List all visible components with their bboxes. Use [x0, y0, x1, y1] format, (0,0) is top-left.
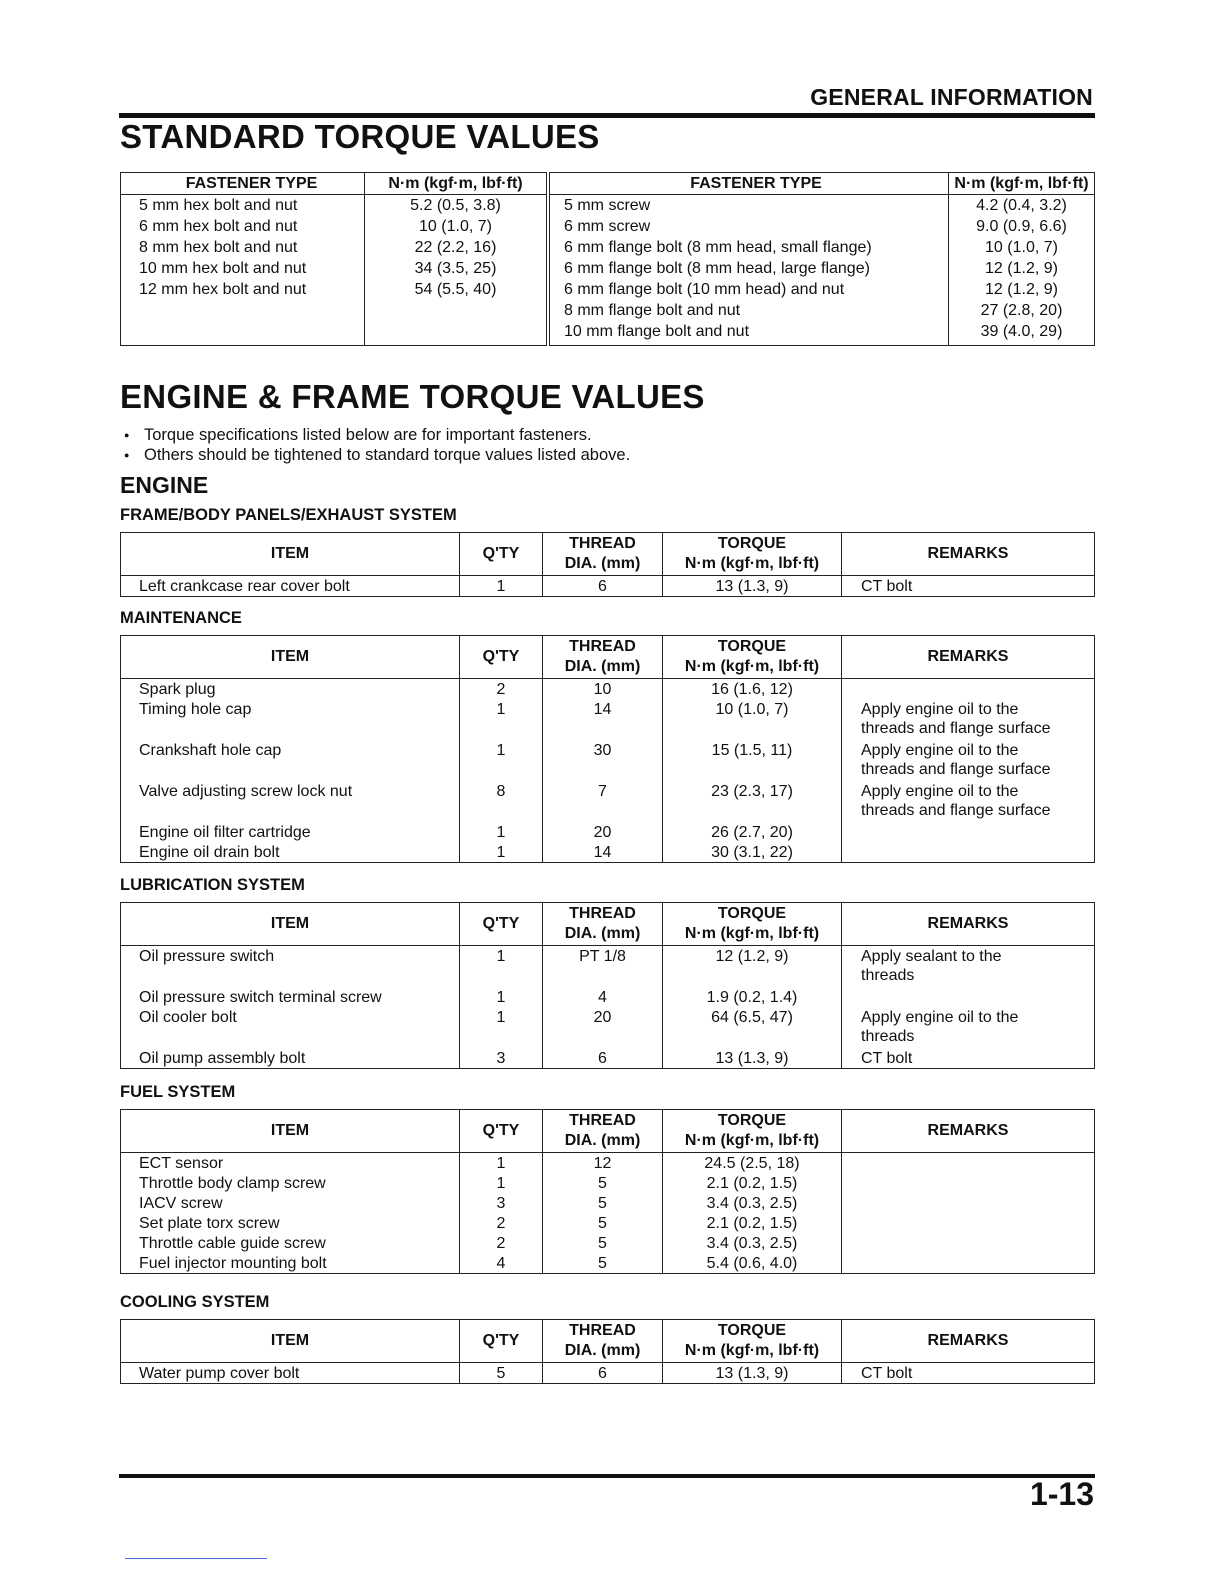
header-thread [543, 1110, 663, 1153]
header-remarks [842, 636, 1095, 679]
qty-cell: 1 [460, 842, 543, 863]
header-item [121, 903, 460, 946]
header-remarks-text: REMARKS [927, 1332, 1009, 1349]
header-thread-text: DIA. (mm) [564, 1132, 641, 1149]
header-remarks [842, 1110, 1095, 1153]
engine-subtitle: ENGINE [120, 472, 209, 498]
std-right-torque: 12 (1.2, 9) [985, 281, 1058, 298]
torque-table [120, 1109, 1095, 1274]
thread-cell: 6 [543, 576, 663, 597]
std-row [121, 258, 1095, 279]
remarks-cell [842, 1153, 1095, 1174]
std-row [121, 279, 1095, 300]
note-item: ● Torque specifications listed below are for important fasteners. [124, 425, 630, 445]
header-qty-text: Q'TY [482, 648, 520, 665]
thread-cell: 5 [543, 1253, 663, 1274]
torque-cell: 23 (2.3, 17) [663, 781, 842, 822]
header-thread [543, 1320, 663, 1363]
thread-cell: 14 [543, 699, 663, 740]
remarks-cell [842, 987, 1095, 1007]
remarks-cell: Apply engine oil to the threads and flange surface [861, 783, 1051, 819]
header-remarks [842, 903, 1095, 946]
header-item-text: ITEM [270, 648, 310, 665]
item-cell: Oil cooler bolt [121, 1007, 460, 1048]
header-qty [460, 903, 543, 946]
item-cell: Oil pressure switch [121, 946, 460, 988]
header-item [121, 636, 460, 679]
item-cell: Valve adjusting screw lock nut [121, 781, 460, 822]
header-torque-text: TORQUE [717, 535, 787, 552]
thread-cell: PT 1/8 [543, 946, 663, 988]
std-right-torque: 39 (4.0, 29) [980, 323, 1063, 340]
table-row [121, 781, 1095, 822]
qty-cell: 1 [460, 1007, 543, 1048]
torque-cell: 12 (1.2, 9) [663, 946, 842, 988]
header-torque-text: N·m (kgf·m, lbf·ft) [684, 658, 820, 675]
header-torque [663, 533, 842, 576]
qty-cell: 1 [460, 987, 543, 1007]
torque-cell: 26 (2.7, 20) [663, 822, 842, 842]
table-row [121, 1253, 1095, 1274]
header-torque-text: TORQUE [717, 1112, 787, 1129]
thread-cell: 10 [543, 679, 663, 700]
header-thread-text: DIA. (mm) [564, 658, 641, 675]
standard-torque-table [120, 172, 1095, 346]
item-cell: Oil pump assembly bolt [121, 1048, 460, 1069]
note-list [124, 425, 630, 465]
qty-cell: 1 [460, 740, 543, 781]
torque-cell: 16 (1.6, 12) [663, 679, 842, 700]
remarks-cell: Apply engine oil to the threads and flange surface [861, 742, 1051, 778]
item-cell: IACV screw [121, 1193, 460, 1213]
std-right-fastener: 6 mm flange bolt (8 mm head, large flange) [548, 258, 949, 279]
std-right-torque: 4.2 (0.4, 3.2) [976, 197, 1067, 214]
section-title: MAINTENANCE [120, 609, 242, 627]
remarks-cell: CT bolt [861, 1365, 913, 1382]
table-row [121, 1048, 1095, 1069]
header-qty [460, 533, 543, 576]
remarks-cell [842, 822, 1095, 842]
std-row [121, 321, 1095, 346]
standard-torque-title: STANDARD TORQUE VALUES [120, 118, 600, 155]
qty-cell: 5 [460, 1363, 543, 1384]
torque-cell: 15 (1.5, 11) [663, 740, 842, 781]
header-remarks [842, 1320, 1095, 1363]
qty-cell: 1 [460, 1153, 543, 1174]
header-torque [663, 1320, 842, 1363]
std-left-torque: 10 (1.0, 7) [365, 216, 549, 237]
std-left-fastener: 12 mm hex bolt and nut [121, 279, 365, 300]
header-remarks-text: REMARKS [927, 1122, 1009, 1139]
table-row [121, 1363, 1095, 1384]
section-title: FUEL SYSTEM [120, 1083, 236, 1101]
header-torque-text: N·m (kgf·m, lbf·ft) [684, 555, 820, 572]
header-thread-text: DIA. (mm) [564, 925, 641, 942]
std-left-torque: 54 (5.5, 40) [365, 279, 549, 300]
std-right-torque: 12 (1.2, 9) [985, 260, 1058, 277]
std-left-torque [365, 321, 549, 346]
qty-cell: 2 [460, 1213, 543, 1233]
qty-cell: 3 [460, 1193, 543, 1213]
header-thread-text: THREAD [569, 638, 636, 655]
header-remarks-text: REMARKS [927, 648, 1009, 665]
table-row [121, 987, 1095, 1007]
std-left-fastener [121, 321, 365, 346]
thread-cell: 30 [543, 740, 663, 781]
torque-table [120, 635, 1095, 863]
std-left-torque: 5.2 (0.5, 3.8) [365, 195, 549, 217]
remarks-cell: CT bolt [861, 578, 913, 595]
table-row [121, 699, 1095, 740]
table-row [121, 679, 1095, 700]
header-qty-text: Q'TY [482, 1332, 520, 1349]
item-cell: Fuel injector mounting bolt [121, 1253, 460, 1274]
header-thread [543, 903, 663, 946]
header-thread-text: THREAD [569, 905, 636, 922]
std-left-fastener: 8 mm hex bolt and nut [121, 237, 365, 258]
thread-cell: 4 [543, 987, 663, 1007]
qty-cell: 4 [460, 1253, 543, 1274]
thread-cell: 20 [543, 1007, 663, 1048]
engine-frame-title: ENGINE & FRAME TORQUE VALUES [120, 378, 705, 415]
item-cell: ECT sensor [121, 1153, 460, 1174]
header-torque [663, 636, 842, 679]
std-left-torque: 22 (2.2, 16) [365, 237, 549, 258]
remarks-cell: Apply engine oil to the threads and flange surface [861, 701, 1051, 737]
header-remarks [842, 533, 1095, 576]
thread-cell: 12 [543, 1153, 663, 1174]
qty-cell: 1 [460, 822, 543, 842]
qty-cell: 3 [460, 1048, 543, 1069]
torque-cell: 10 (1.0, 7) [663, 699, 842, 740]
item-cell: Engine oil drain bolt [121, 842, 460, 863]
std-row [121, 195, 1095, 217]
table-row [121, 1173, 1095, 1193]
header-torque [663, 1110, 842, 1153]
qty-cell: 2 [460, 679, 543, 700]
header-thread-text: DIA. (mm) [564, 555, 641, 572]
std-right-fastener: 8 mm flange bolt and nut [548, 300, 949, 321]
std-left-torque [365, 300, 549, 321]
header-item [121, 1110, 460, 1153]
std-left-fastener: 5 mm hex bolt and nut [121, 195, 365, 217]
header-remarks-text: REMARKS [927, 915, 1009, 932]
item-cell: Spark plug [121, 679, 460, 700]
torque-cell: 24.5 (2.5, 18) [663, 1153, 842, 1174]
item-cell: Throttle body clamp screw [121, 1173, 460, 1193]
qty-cell: 1 [460, 1173, 543, 1193]
torque-cell: 3.4 (0.3, 2.5) [663, 1233, 842, 1253]
std-right-fastener: 6 mm flange bolt (8 mm head, small flange) [548, 237, 949, 258]
header-item-text: ITEM [270, 1332, 310, 1349]
qty-cell: 1 [460, 699, 543, 740]
torque-cell: 64 (6.5, 47) [663, 1007, 842, 1048]
remarks-cell [842, 1213, 1095, 1233]
header-thread-text: THREAD [569, 1112, 636, 1129]
header-qty-text: Q'TY [482, 915, 520, 932]
torque-cell: 2.1 (0.2, 1.5) [663, 1213, 842, 1233]
remarks-cell [842, 679, 1095, 700]
header-torque-text: TORQUE [717, 1322, 787, 1339]
table-row [121, 1007, 1095, 1048]
section-title: COOLING SYSTEM [120, 1293, 270, 1311]
std-row [121, 300, 1095, 321]
header-thread [543, 533, 663, 576]
thread-cell: 20 [543, 822, 663, 842]
std-left-torque: 34 (3.5, 25) [365, 258, 549, 279]
remarks-cell [842, 1193, 1095, 1213]
thread-cell: 14 [543, 842, 663, 863]
header-torque [663, 903, 842, 946]
qty-cell: 8 [460, 781, 543, 822]
std-row [121, 216, 1095, 237]
footer-rule [119, 1474, 1095, 1478]
item-cell: Timing hole cap [121, 699, 460, 740]
remarks-cell [842, 1233, 1095, 1253]
std-header-torque-left: N·m (kgf·m, lbf·ft) [365, 173, 549, 195]
std-right-fastener: 6 mm screw [548, 216, 949, 237]
torque-cell: 13 (1.3, 9) [663, 576, 842, 597]
thread-cell: 6 [543, 1363, 663, 1384]
table-row [121, 822, 1095, 842]
table-row [121, 1233, 1095, 1253]
header-torque-text: N·m (kgf·m, lbf·ft) [684, 1342, 820, 1359]
remarks-cell [842, 1173, 1095, 1193]
torque-table [120, 902, 1095, 1069]
table-row [121, 946, 1095, 988]
item-cell: Left crankcase rear cover bolt [121, 576, 460, 597]
qty-cell: 1 [460, 946, 543, 988]
torque-cell: 30 (3.1, 22) [663, 842, 842, 863]
std-right-torque: 27 (2.8, 20) [980, 302, 1063, 319]
header-item-text: ITEM [270, 915, 310, 932]
table-row [121, 740, 1095, 781]
header-qty-text: Q'TY [482, 545, 520, 562]
table-row [121, 1213, 1095, 1233]
item-cell: Set plate torx screw [121, 1213, 460, 1233]
header-qty [460, 1110, 543, 1153]
header-item [121, 533, 460, 576]
header-qty [460, 1320, 543, 1363]
section-title: FRAME/BODY PANELS/EXHAUST SYSTEM [120, 506, 457, 524]
table-row [121, 1153, 1095, 1174]
header-thread [543, 636, 663, 679]
page-number: 1-13 [1029, 1476, 1094, 1512]
thread-cell: 5 [543, 1193, 663, 1213]
remarks-cell [842, 1253, 1095, 1274]
thread-cell: 5 [543, 1173, 663, 1193]
torque-cell: 3.4 (0.3, 2.5) [663, 1193, 842, 1213]
remarks-cell: CT bolt [861, 1050, 913, 1067]
header-qty-text: Q'TY [482, 1122, 520, 1139]
torque-cell: 13 (1.3, 9) [663, 1048, 842, 1069]
header-qty [460, 636, 543, 679]
item-cell: Crankshaft hole cap [121, 740, 460, 781]
section-header: GENERAL INFORMATION [810, 84, 1093, 110]
std-left-fastener: 6 mm hex bolt and nut [121, 216, 365, 237]
item-cell: Throttle cable guide screw [121, 1233, 460, 1253]
torque-table [120, 532, 1095, 597]
item-cell: Engine oil filter cartridge [121, 822, 460, 842]
std-left-fastener: 10 mm hex bolt and nut [121, 258, 365, 279]
header-item [121, 1320, 460, 1363]
table-row [121, 1193, 1095, 1213]
header-remarks-text: REMARKS [927, 545, 1009, 562]
torque-cell: 5.4 (0.6, 4.0) [663, 1253, 842, 1274]
header-item-text: ITEM [270, 545, 310, 562]
std-left-fastener [121, 300, 365, 321]
std-row [121, 237, 1095, 258]
std-header-torque-right: N·m (kgf·m, lbf·ft) [949, 173, 1095, 195]
header-thread-text: THREAD [569, 535, 636, 552]
table-row [121, 842, 1095, 863]
qty-cell: 1 [460, 576, 543, 597]
table-row [121, 576, 1095, 597]
std-right-torque: 9.0 (0.9, 6.6) [976, 218, 1067, 235]
torque-cell: 13 (1.3, 9) [663, 1363, 842, 1384]
std-right-fastener: 5 mm screw [548, 195, 949, 217]
note-item: ● Others should be tightened to standard torque values listed above. [124, 445, 630, 465]
header-torque-text: N·m (kgf·m, lbf·ft) [684, 1132, 820, 1149]
thread-cell: 7 [543, 781, 663, 822]
section-title: LUBRICATION SYSTEM [120, 876, 305, 894]
header-torque-text: TORQUE [717, 905, 787, 922]
thread-cell: 5 [543, 1213, 663, 1233]
header-thread-text: THREAD [569, 1322, 636, 1339]
header-torque-text: N·m (kgf·m, lbf·ft) [684, 925, 820, 942]
torque-cell: 1.9 (0.2, 1.4) [663, 987, 842, 1007]
thread-cell: 6 [543, 1048, 663, 1069]
torque-cell: 2.1 (0.2, 1.5) [663, 1173, 842, 1193]
remarks-cell [842, 842, 1095, 863]
header-thread-text: DIA. (mm) [564, 1342, 641, 1359]
link-underline [125, 1558, 267, 1559]
std-right-fastener: 10 mm flange bolt and nut [548, 321, 949, 346]
remarks-cell: Apply engine oil to the threads [861, 1009, 1019, 1045]
std-right-torque: 10 (1.0, 7) [985, 239, 1058, 256]
item-cell: Oil pressure switch terminal screw [121, 987, 460, 1007]
std-right-fastener: 6 mm flange bolt (10 mm head) and nut [548, 279, 949, 300]
item-cell: Water pump cover bolt [121, 1363, 460, 1384]
qty-cell: 2 [460, 1233, 543, 1253]
thread-cell: 5 [543, 1233, 663, 1253]
torque-table [120, 1319, 1095, 1384]
header-torque-text: TORQUE [717, 638, 787, 655]
remarks-cell: Apply sealant to the threads [861, 948, 1002, 984]
std-header-fastener-left: FASTENER TYPE [121, 173, 365, 195]
header-item-text: ITEM [270, 1122, 310, 1139]
std-header-fastener-right: FASTENER TYPE [548, 173, 949, 195]
